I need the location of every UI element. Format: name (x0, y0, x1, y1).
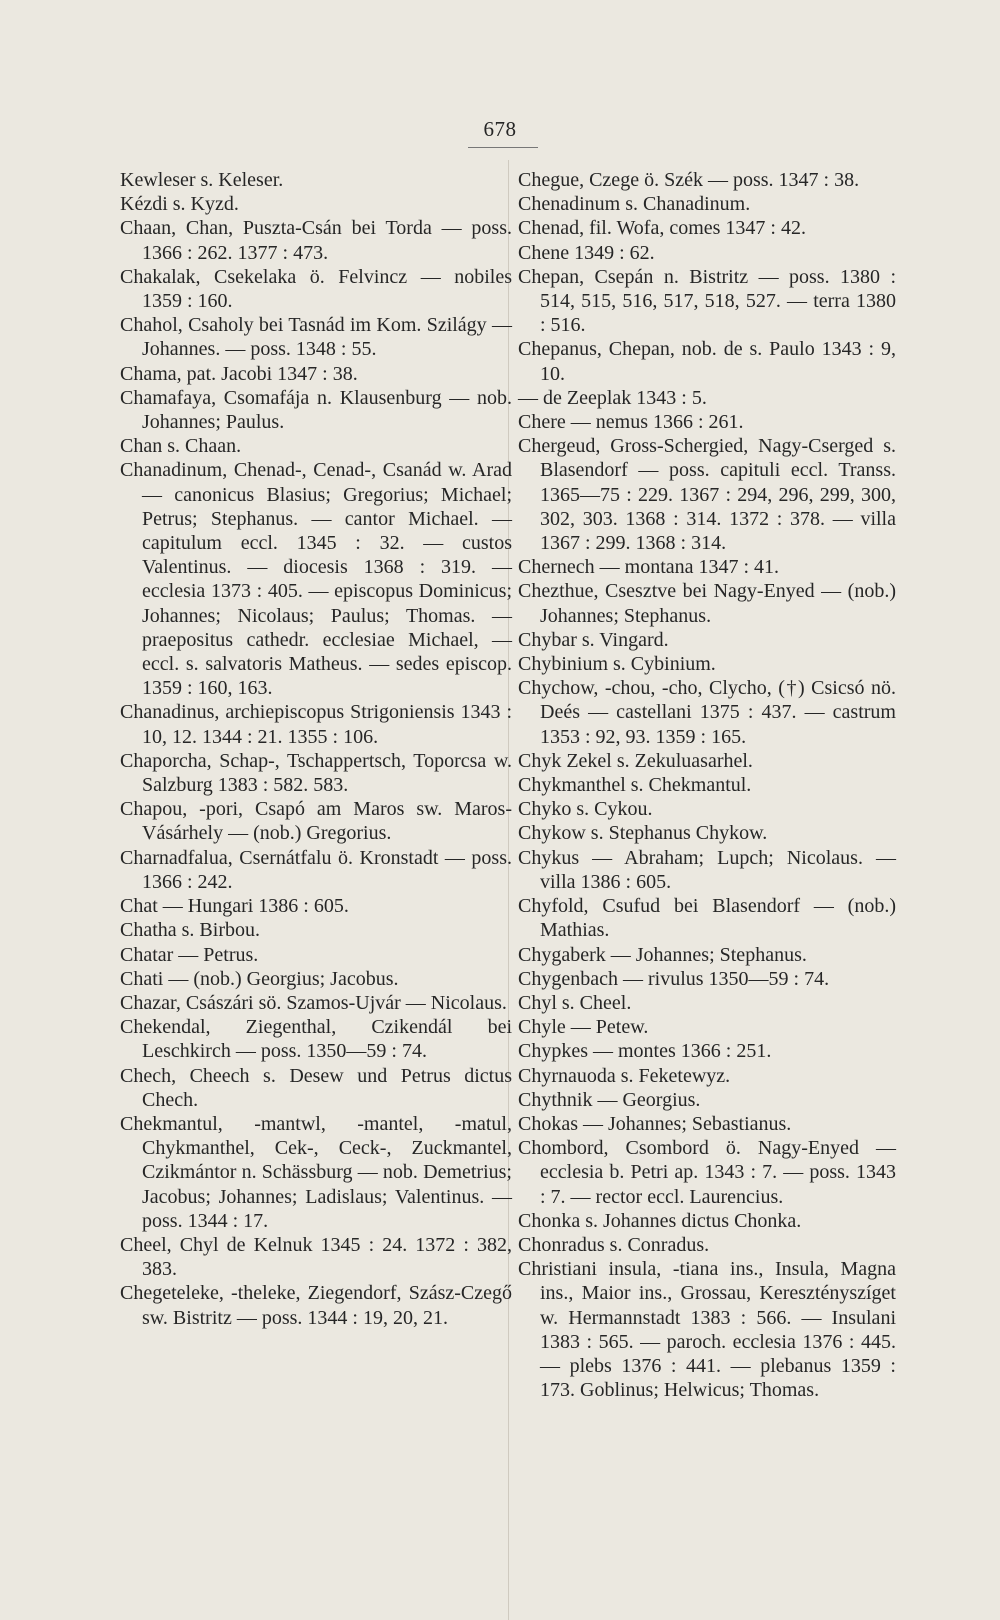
index-entry: Chyl s. Cheel. (518, 991, 632, 1014)
index-entry: Chybinium s. Cybinium. (518, 653, 716, 676)
index-entry: Chama, pat. Jacobi 1347 : 38. (120, 362, 358, 385)
index-entry: Chatar — Petrus. (120, 943, 259, 966)
index-entry: Chanadinus, archiepiscopus Strigoniensis 1343 : 10, 12. 1344 : 21. 1355 : 106. (120, 701, 512, 748)
index-entry: Chenadinum s. Chanadinum. (518, 193, 751, 216)
index-entry: Chene 1349 : 62. (518, 241, 655, 264)
header-rule (468, 147, 538, 148)
index-entry: Chenad, fil. Wofa, comes 1347 : 42. (518, 217, 806, 240)
index-entry: Chanadinum, Chenad-, Cenad-, Csanád w. Arad — canonicus Blasius; Gregorius; Michael; Petrus; Stephanus. — cantor Michael. — capitulum eccl. 1345 : 32. — custos Valentinus. — diocesis 1368 : 319. — ecclesia 1373 : 405. — episcopus Dominicus; Johannes; Nicolaus; Paulus; Thomas. — praepositus cathedr. ecclesiae Michael, — eccl. s. salvatoris Matheus. — sedes episcop. 1359 : 160, 163. (120, 459, 512, 700)
index-entry: Chyrnauoda s. Feketewyz. (518, 1064, 731, 1087)
index-entry: Chatha s. Birbou. (120, 919, 260, 942)
index-entry: Chyfold, Csufud bei Blasendorf — (nob.) Mathias. (518, 895, 896, 942)
index-entry: Cheel, Chyl de Kelnuk 1345 : 24. 1372 : 382, 383. (120, 1233, 512, 1281)
index-entry: Chere — nemus 1366 : 261. (518, 411, 744, 434)
index-entry: Chychow, -chou, -cho, Clycho, (†) Csicsó nö. Deés — castellani 1375 : 437. — castrum 1353 : 92, 93. 1359 : 165. (518, 677, 896, 748)
index-entry: Chyko s. Cykou. (518, 798, 653, 821)
index-entry: Chyk Zekel s. Zekuluasarhel. (518, 749, 753, 772)
index-entry: Chezthue, Csesztve bei Nagy-Enyed — (nob.) Johannes; Stephanus. (518, 580, 896, 627)
index-entry: Kewleser s. Keleser. (120, 169, 284, 191)
index-entry: Chegue, Czege ö. Szék — poss. 1347 : 38. (518, 169, 860, 191)
index-column-left (120, 168, 512, 1330)
page-number: 678 (483, 117, 517, 141)
index-entry: Chepanus, Chepan, nob. de s. Paulo 1343 : 9, 10. (518, 338, 896, 385)
index-entry: Chonka s. Johannes dictus Chonka. (518, 1209, 802, 1232)
index-entry: Chokas — Johannes; Sebastianus. (518, 1112, 792, 1135)
index-entry: Chat — Hungari 1386 : 605. (120, 895, 349, 918)
index-entry: Chamafaya, Csomafája n. Klausenburg — nob. Johannes; Paulus. (120, 386, 512, 434)
index-entry: Chykow s. Stephanus Chykow. (518, 822, 768, 845)
index-entry: Chepan, Csepán n. Bistritz — poss. 1380 : 514, 515, 516, 517, 518, 527. — terra 1380 : 516. (518, 265, 896, 337)
index-entry: Kézdi s. Kyzd. (120, 193, 239, 216)
index-entry: Chakalak, Csekelaka ö. Felvincz — nobiles 1359 : 160. (120, 265, 512, 313)
index-entry: Chyle — Petew. (518, 1016, 649, 1039)
index-entry: Chygaberk — Johannes; Stephanus. (518, 943, 807, 966)
index-entry: Chykus — Abraham; Lupch; Nicolaus. — villa 1386 : 605. (518, 846, 896, 893)
index-entry: Chaan, Chan, Puszta-Csán bei Torda — poss. 1366 : 262. 1377 : 473. (120, 217, 512, 264)
index-entry: Chech, Cheech s. Desew und Petrus dictus Chech. (120, 1064, 512, 1111)
index-entry: Chythnik — Georgius. (518, 1088, 701, 1111)
index-entry: Christiani insula, -tiana ins., Insula, Magna ins., Maior ins., Grossau, Keresztényszíget w. Hermannstadt 1383 : 566. — Insulani 1383 : 565. — paroch. ecclesia 1376 : 445. — plebs 1376 : 441. — plebanus 1359 : 173. Goblinus; Helwicus; Thomas. (518, 1258, 896, 1402)
index-entry: Chahol, Csaholy bei Tasnád im Kom. Szilágy — Johannes. — poss. 1348 : 55. (120, 314, 512, 361)
index-entry: Chybar s. Vingard. (518, 628, 669, 651)
index-entry: Chernech — montana 1347 : 41. (518, 556, 780, 579)
index-entry: Chygenbach — rivulus 1350—59 : 74. (518, 967, 830, 990)
index-entry: Chergeud, Gross-Schergied, Nagy-Cserged s. Blasendorf — poss. capituli eccl. Transs. 1365—75 : 229. 1367 : 294, 296, 299, 300, 302, 303. 1368 : 314. 1372 : 378. — villa 1367 : 299. 1368 : 314. (518, 435, 896, 555)
index-entry: Chati — (nob.) Georgius; Jacobus. (120, 967, 399, 990)
index-entry: Chegeteleke, -theleke, Ziegendorf, Szász-Czegő sw. Bistritz — poss. 1344 : 19, 20, 21. (120, 1282, 512, 1329)
index-entry: Charnadfalua, Csernátfalu ö. Kronstadt — poss. 1366 : 242. (120, 846, 512, 893)
index-entry: Chonradus s. Conradus. (518, 1233, 710, 1256)
index-entry: Chazar, Császári sö. Szamos-Ujvár — Nicolaus. (120, 991, 507, 1014)
index-entry: Chekmantul, -mantwl, -mantel, -matul, Chykmanthel, Cek-, Ceck-, Zuckmantel, Czikmántor n. Schässburg — nob. Demetrius; Jacobus; Johannes; Ladislaus; Valentinus. — poss. 1344 : 17. (120, 1112, 512, 1232)
index-entry: Chaporcha, Schap-, Tschappertsch, Toporcsa w. Salzburg 1383 : 582. 583. (120, 749, 512, 797)
index-entry: Chekendal, Ziegenthal, Czikendál bei Leschkirch — poss. 1350—59 : 74. (120, 1016, 512, 1063)
index-entry: Chombord, Csombord ö. Nagy-Enyed — ecclesia b. Petri ap. 1343 : 7. — poss. 1343 : 7. — rector eccl. Laurencius. (518, 1137, 896, 1208)
index-entry: Chapou, -pori, Csapó am Maros sw. Maros-Vásárhely — (nob.) Gregorius. (120, 798, 512, 845)
index-entry: Chan s. Chaan. (120, 435, 242, 458)
index-entry: Chykmanthel s. Chekmantul. (518, 774, 752, 797)
index-column-right (518, 168, 896, 1402)
index-entry: — de Zeeplak 1343 : 5. (518, 386, 707, 409)
index-entry: Chypkes — montes 1366 : 251. (518, 1040, 772, 1063)
